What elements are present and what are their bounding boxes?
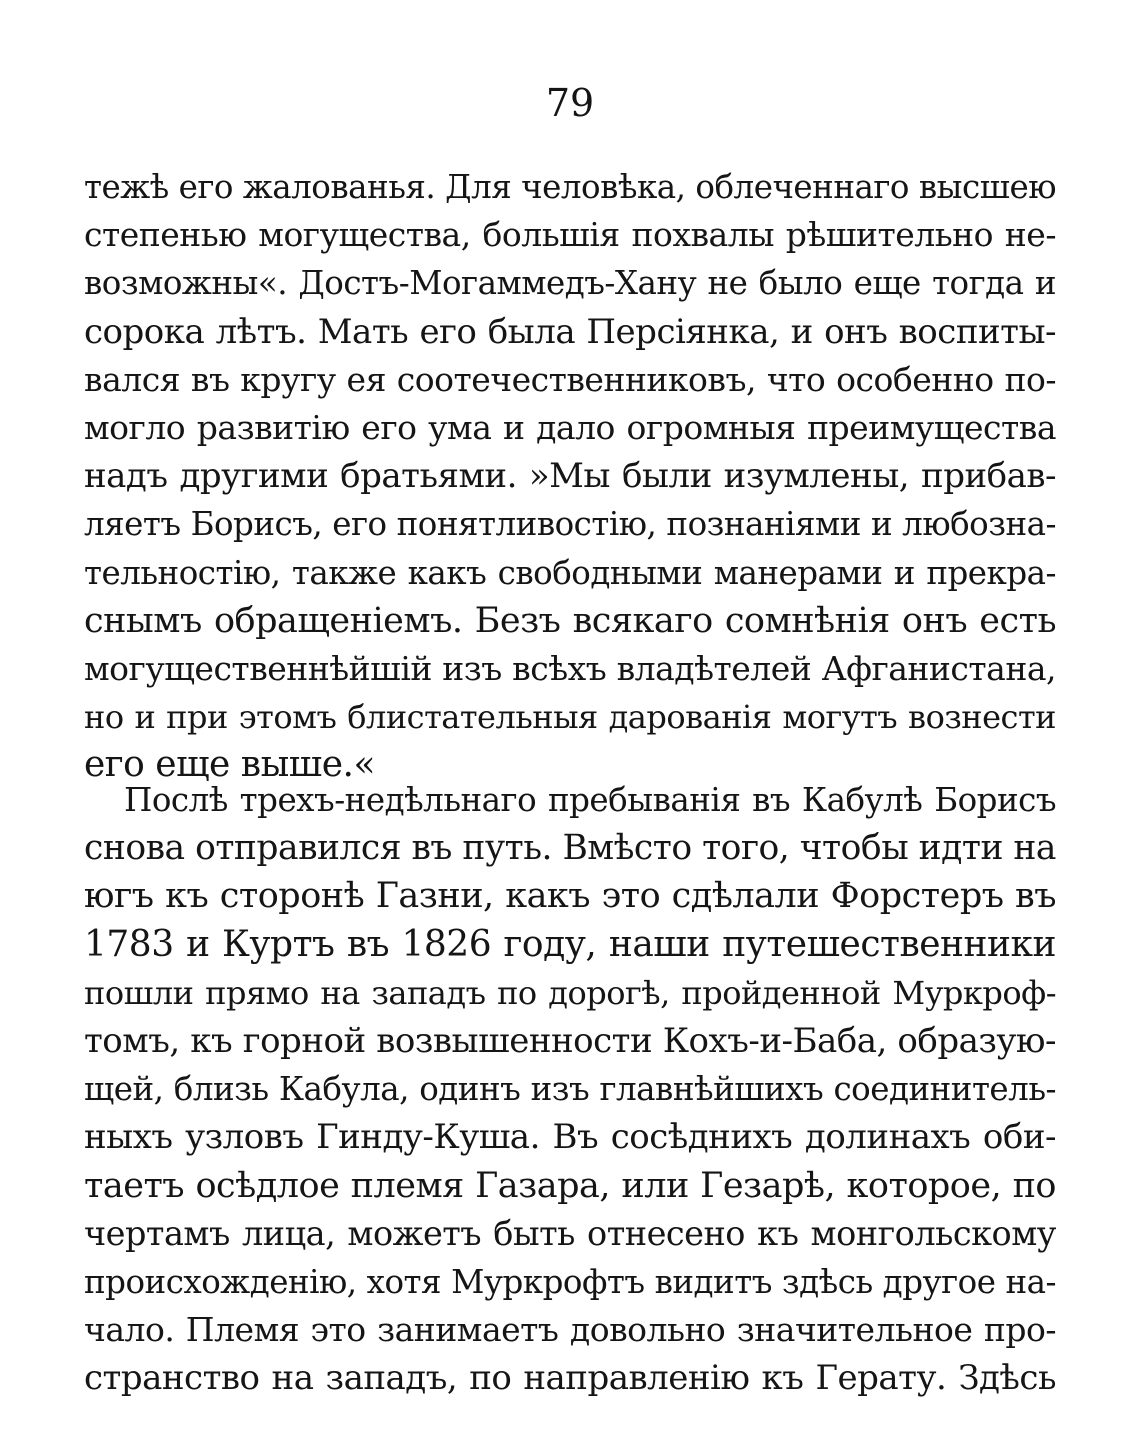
- text-line: чало. Племя это занимаетъ довольно значительное про-: [84, 1310, 1056, 1350]
- text-line: щей, близь Кабула, одинъ изъ главнѣйшихъ соединитель-: [84, 1070, 1056, 1109]
- paragraph-1: [84, 163, 1056, 789]
- text-line: его еще выше.«: [84, 744, 375, 786]
- text-line: снова отправился въ путь. Вмѣсто того, чтобы идти на: [84, 828, 1056, 869]
- text-line: таетъ осѣдлое племя Газара, или Гезарѣ, которое, по: [84, 1165, 1056, 1206]
- text-line: степенью могущества, большія похвалы рѣшительно не-: [84, 215, 1056, 255]
- text-line: пошли прямо на западъ по дорогѣ, пройденной Муркроф-: [84, 973, 1056, 1012]
- text-line: странство на западъ, по направленію къ Герату. Здѣсь: [84, 1358, 1056, 1399]
- text-line: сорока лѣтъ. Мать его была Персіянка, и онъ воспиты-: [84, 311, 1056, 352]
- page-number: 79: [545, 81, 595, 125]
- text-line: но и при этомъ блистательныя дарованія могутъ вознести: [84, 698, 1056, 737]
- text-line: вался въ кругу ея соотечественниковъ, что особенно по-: [84, 359, 1056, 399]
- text-line: чертамъ лица, можетъ быть отнесено къ монгольскому: [84, 1213, 1056, 1253]
- text-line: могло развитію его ума и дало огромныя преимущества: [84, 407, 1056, 447]
- text-line: томъ, къ горной возвышенности Кохъ-и-Баба, образую-: [84, 1020, 1056, 1061]
- paragraph-2: [84, 776, 1056, 1402]
- text-line: ляетъ Борисъ, его понятливостію, познаніями и любозна-: [84, 505, 1056, 544]
- text-line: тельностію, также какъ свободными манерами и прекра-: [84, 553, 1056, 592]
- text-line: Послѣ трехъ-недѣльнаго пребыванія въ Кабулѣ Борисъ: [124, 781, 1056, 819]
- text-line: югъ къ сторонѣ Газни, какъ это сдѣлали Форстеръ въ: [84, 876, 1056, 917]
- text-line: возможны«. Достъ-Могаммедъ-Хану не было еще тогда и: [84, 264, 1056, 303]
- text-line: 1783 и Куртъ въ 1826 году, наши путешественники: [84, 923, 1056, 965]
- text-line: надъ другими братьями. »Мы были изумлены, прибав-: [84, 456, 1056, 497]
- text-line: снымъ обращеніемъ. Безъ всякаго сомнѣнія онъ есть: [84, 600, 1056, 641]
- text-line: происхожденію, хотя Муркрофтъ видитъ здѣсь другое на-: [84, 1262, 1056, 1301]
- text-line: тежѣ его жалованья. Для человѣка, облеченнаго высшею: [84, 168, 1056, 206]
- text-line: ныхъ узловъ Гинду-Куша. Въ сосѣднихъ долинахъ оби-: [84, 1117, 1056, 1158]
- text-line: могущественнѣйшій изъ всѣхъ владѣтелей Афганистана,: [84, 648, 1056, 688]
